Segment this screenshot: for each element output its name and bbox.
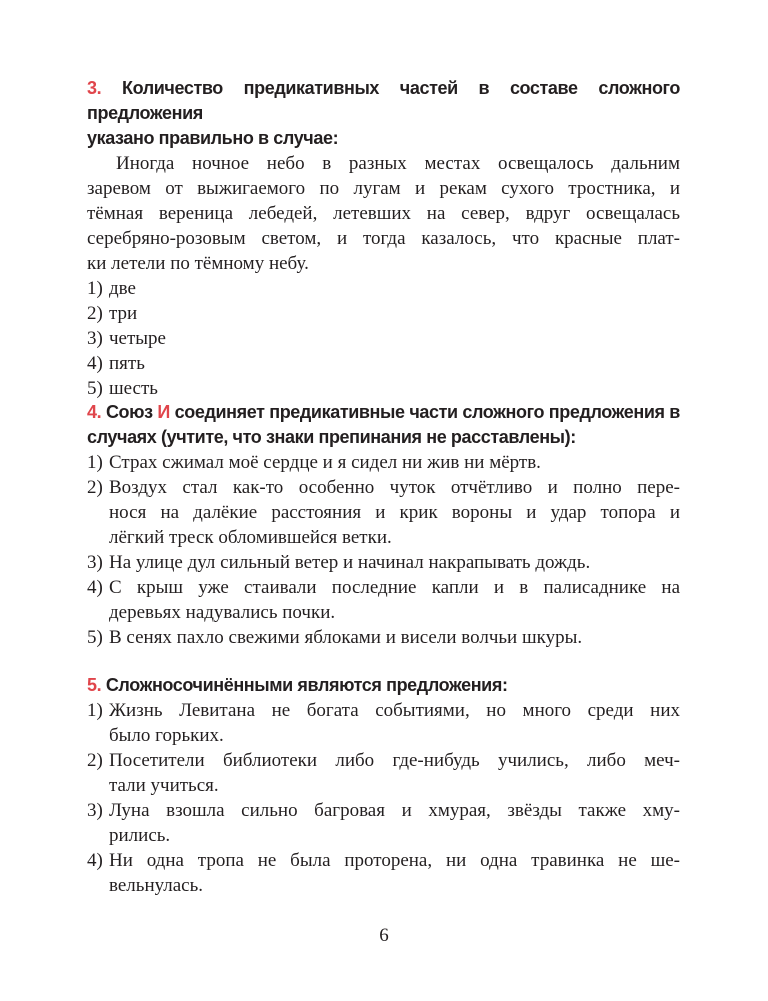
- answer-option: [87, 698, 680, 748]
- question-number: 4.: [87, 402, 102, 422]
- option-text: пять: [109, 353, 145, 374]
- title-text: Сложносочинёнными являются предложения:: [105, 675, 508, 695]
- answer-options: [87, 450, 680, 650]
- answer-option: [87, 475, 680, 550]
- option-text: Воздух стал как-то особенно чуток отчётливо и полно пере-: [109, 477, 680, 498]
- passage-line: заревом от выжигаемого по лугам и рекам сухого тростника, и: [87, 178, 680, 199]
- option-text: лёгкий треск обломившейся ветки.: [109, 527, 392, 548]
- option-text: три: [109, 303, 138, 324]
- option-text: тали учиться.: [109, 775, 219, 796]
- option-text: деревьях надувались почки.: [109, 602, 336, 623]
- answer-option: [87, 351, 680, 376]
- question-4-title: [87, 400, 680, 425]
- answer-options: [87, 276, 680, 401]
- option-number: 2): [87, 303, 103, 324]
- option-text: Луна взошла сильно багровая и хмурая, звёзды также хму-: [109, 800, 680, 821]
- answer-option: [87, 376, 680, 401]
- option-text: Страх сжимал моё сердце и я сидел ни жив ни мёртв.: [109, 452, 541, 473]
- answer-option: [87, 301, 680, 326]
- option-text: шесть: [109, 378, 158, 399]
- question-4: [87, 400, 680, 650]
- answer-options: [87, 698, 680, 898]
- option-number: 5): [87, 378, 103, 399]
- option-number: 2): [87, 750, 103, 771]
- question-3: [87, 76, 680, 401]
- option-number: 2): [87, 477, 103, 498]
- question-5-title: [87, 673, 680, 698]
- question-5: [87, 673, 680, 898]
- answer-option: [87, 798, 680, 848]
- answer-option: [87, 550, 680, 575]
- title-text: Союз: [105, 402, 153, 422]
- option-text: Жизнь Левитана не богата событиями, но много среди них: [109, 700, 680, 721]
- option-text: нося на далёкие расстояния и крик вороны и удар топора и: [109, 502, 680, 523]
- question-number: 3.: [87, 78, 102, 98]
- option-text: Ни одна тропа не была проторена, ни одна травинка не ше-: [109, 850, 680, 871]
- option-number: 5): [87, 627, 103, 648]
- option-text: С крыш уже стаивали последние капли и в палисаднике на: [109, 577, 680, 598]
- question-3-title-line2: указано правильно в случае:: [87, 128, 339, 148]
- passage-line: серебряно-розовым светом, и тогда казалось, что красные плат-: [87, 228, 680, 249]
- answer-option: [87, 848, 680, 898]
- page-number: 6: [379, 925, 389, 946]
- answer-option: [87, 450, 680, 475]
- title-line: Количество предикативных частей в составе сложного предложения: [87, 78, 680, 123]
- option-text: В сенях пахло свежими яблоками и висели волчьи шкуры.: [109, 627, 583, 648]
- question-4-title-line2: случаях (учтите, что знаки препинания не расставлены):: [87, 427, 576, 447]
- answer-option: [87, 575, 680, 625]
- option-number: 1): [87, 452, 103, 473]
- option-number: 4): [87, 353, 103, 374]
- option-number: 1): [87, 278, 103, 299]
- option-number: 3): [87, 328, 103, 349]
- option-text: Посетители библиотеки либо где-нибудь учились, либо меч-: [109, 750, 680, 771]
- option-text: две: [109, 278, 136, 299]
- answer-option: [87, 326, 680, 351]
- option-text: вельнулась.: [109, 875, 204, 896]
- title-highlight: И: [157, 402, 170, 422]
- option-text: На улице дул сильный ветер и начинал накрапывать дождь.: [109, 552, 591, 573]
- passage: [87, 151, 680, 276]
- title-text: соединяет предикативные части сложного предложения в: [174, 402, 680, 422]
- answer-option: [87, 748, 680, 798]
- option-text: рились.: [109, 825, 171, 846]
- question-number: 5.: [87, 675, 102, 695]
- option-number: 3): [87, 800, 103, 821]
- option-number: 1): [87, 700, 103, 721]
- option-text: было горьких.: [109, 725, 224, 746]
- option-number: 4): [87, 577, 103, 598]
- question-3-title: [87, 76, 680, 126]
- answer-option: [87, 276, 680, 301]
- option-number: 3): [87, 552, 103, 573]
- passage-line: ки летели по тёмному небу.: [87, 253, 309, 274]
- passage-line: тёмная вереница лебедей, летевших на север, вдруг освещалась: [87, 203, 680, 224]
- option-text: четыре: [109, 328, 166, 349]
- passage-line: Иногда ночное небо в разных местах освещалось дальним: [116, 153, 680, 174]
- answer-option: [87, 625, 680, 650]
- option-number: 4): [87, 850, 103, 871]
